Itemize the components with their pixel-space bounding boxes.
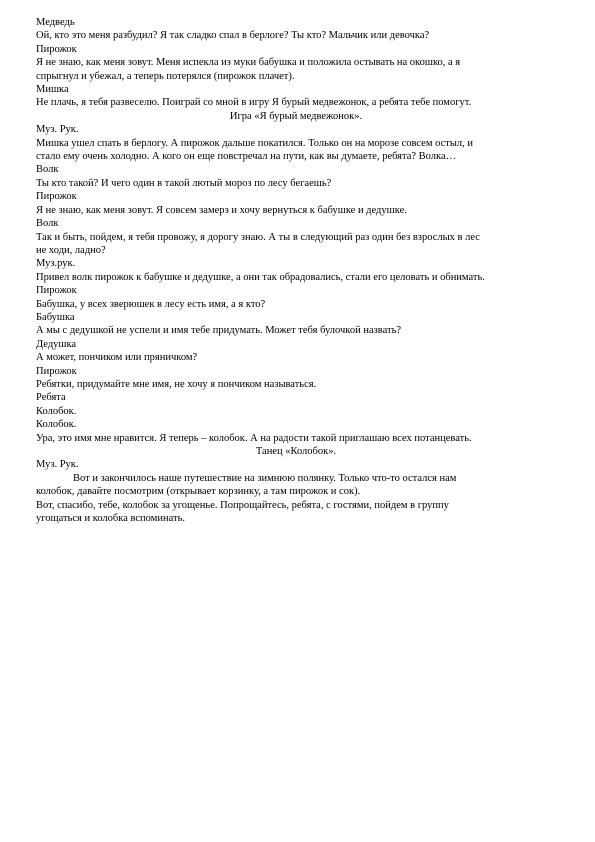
text-line: Муз. Рук. — [36, 124, 79, 136]
text-line: Так и быть, пойдем, я тебя провожу, я дорогу знаю. А ты в следующий раз один без взрослых в лес — [36, 231, 480, 243]
text-line: Не плачь, я тебя развеселю. Поиграй со мной в игру Я бурый медвежонок, а ребята тебе помогут. — [36, 97, 472, 109]
text-line: Я не знаю, как меня зовут. Меня испекла из муки бабушка и положила остывать на окошко, а я — [36, 57, 461, 69]
stage-direction-line: Игра «Я бурый медвежонок». — [229, 110, 363, 122]
text-line: Ребятки, придумайте мне имя, не хочу я пончиком называться. — [36, 378, 317, 390]
script-text-body — [36, 16, 556, 525]
text-line: Медведь — [36, 17, 75, 28]
text-line: Ой, кто это меня разбудил? Я так сладко спал в берлоге? Ты кто? Мальчик или девочка? — [36, 30, 430, 42]
text-line: Ты кто такой? И чего один в такой лютый мороз по лесу бегаешь? — [36, 177, 332, 189]
text-line: Бабушка, у всех зверюшек в лесу есть имя, а я кто? — [36, 298, 266, 310]
text-line: Колобок. — [36, 405, 77, 417]
text-line: Волк — [36, 218, 59, 230]
text-line: Пирожок — [36, 365, 77, 377]
text-line: Я не знаю, как меня зовут. Я совсем замерз и хочу вернуться к бабушке и дедушке. — [36, 204, 407, 216]
text-line: не ходи, ладно? — [36, 244, 106, 256]
text-line: Пирожок — [36, 43, 77, 55]
text-line: А мы с дедушкой не успели и имя тебе придумать. Может тебя булочкой назвать? — [36, 325, 402, 337]
text-line: Ребята — [36, 392, 66, 404]
text-line: Муз.рук. — [36, 258, 76, 270]
text-line: А может, пончиком или пряничком? — [36, 352, 198, 364]
text-line: Пирожок — [36, 191, 77, 203]
text-line: Пирожок — [36, 285, 77, 297]
text-line: Мишка ушел спать в берлогу. А пирожок дальше покатился. Только он на морозе совсем остыл, и — [36, 137, 474, 149]
text-line: Ура, это имя мне нравится. Я теперь – колобок. А на радости такой приглашаю всех потанцевать. — [36, 432, 472, 444]
text-line: Вот и закончилось наше путешествие на зимнюю полянку. Только что-то остался нам — [73, 472, 457, 484]
text-line: стало ему очень холодно. А кого он еще повстречал на пути, как вы думаете, ребята? Волка… — [36, 151, 457, 163]
text-line: Бабушка — [36, 311, 75, 323]
text-line: Колобок. — [36, 419, 77, 431]
text-line: колобок, давайте посмотрим (открывает корзинку, а там пирожок и сок). — [36, 486, 361, 498]
text-line: Вот, спасибо, тебе, колобок за угощенье. Попрощайтесь, ребята, с гостями, пойдем в группу — [36, 499, 449, 511]
text-line: Привел волк пирожок к бабушке и дедушке, а они так обрадовались, стали его целовать и обнимать. — [36, 271, 485, 283]
text-line: спрыгнул и убежал, а теперь потерялся (пирожок плачет). — [36, 70, 295, 82]
text-line: Муз. Рук. — [36, 459, 79, 471]
text-line: угощаться и колобка вспоминать. — [36, 513, 185, 525]
text-line: Мишка — [36, 84, 69, 96]
text-line: Дедушка — [36, 338, 77, 350]
text-line: Волк — [36, 164, 59, 176]
stage-direction-line: Танец «Колобок». — [255, 446, 337, 457]
